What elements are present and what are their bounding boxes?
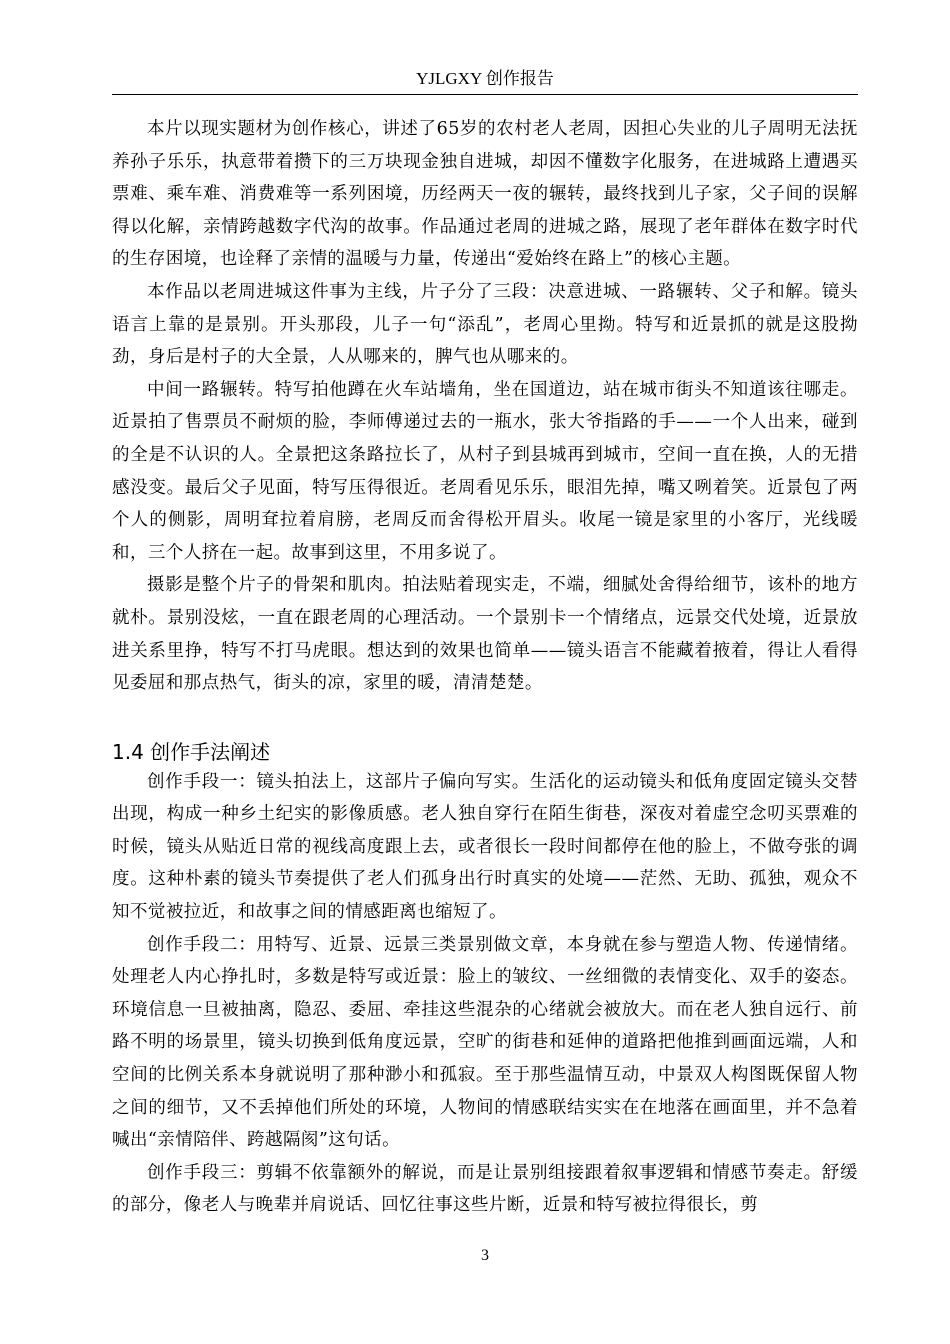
paragraph-technique-one: 创作手段一：镜头拍法上，这部片子偏向写实。生活化的运动镜头和低角度固定镜头交替出现，构成一种乡土纪实的影像质感。老人独自穿行在陌生街巷，深夜对着虚空念叨买票难的时候，镜头从贴近日常的视线高度跟上去，或者很长一段时间都停在他的脸上，不做夸张的调度。这种朴素的镜头节奏提供了老人们孤身出行时真实的处境——茫然、无助、孤独，观众不知不觉被拉近，和故事之间的情感距离也缩短了。 xyxy=(112,771,858,923)
page-body xyxy=(112,113,858,1222)
paragraph-cinematography: 摄影是整个片子的骨架和肌肉。拍法贴着现实走，不端，细腻处舍得给细节，该朴的地方就朴。景别没炫，一直在跟老周的心理活动。一个景别卡一个情绪点，远景交代处境，近景放进关系里挣，特写不打马虎眼。想达到的效果也简单——镜头语言不能藏着掖着，得让人看得见委屈和那点热气，街头的凉，家里的暖，清清楚楚。 xyxy=(112,575,858,694)
paragraph-structure: 本作品以老周进城这件事为主线，片子分了三段：决意进城、一路辗转、父子和解。镜头语言上靠的是景别。开头那段，儿子一句“添乱”，老周心里拗。特写和近景抓的就是这股拗劲，身后是村子的大全景，人从哪来的，脾气也从哪来的。 xyxy=(112,281,858,368)
page-number: 3 xyxy=(481,1247,489,1264)
running-header: YJLGXY 创作报告 xyxy=(416,69,554,88)
section-heading: 1.4 创作手法阐述 xyxy=(112,739,271,764)
header-divider xyxy=(112,94,858,95)
paragraph-middle-section: 中间一路辗转。特写拍他蹲在火车站墙角，坐在国道边，站在城市街头不知道该往哪走。近景拍了售票员不耐烦的脸，李师傅递过去的一瓶水，张大爷指路的手——一个人出来，碰到的全是不认识的人。全景把这条路拉长了，从村子到县城再到城市，空间一直在换，人的无措感没变。最后父子见面，特写压得很近。老周看见乐乐，眼泪先掉，嘴又咧着笑。近景包了两个人的侧影，周明耷拉着肩膀，老周反而舍得松开眉头。收尾一镜是家里的小客厅，光线暖和，三个人挤在一起。故事到这里，不用多说了。 xyxy=(112,379,858,563)
paragraph-technique-two: 创作手段二：用特写、近景、远景三类景别做文章，本身就在参与塑造人物、传递情绪。处理老人内心挣扎时，多数是特写或近景：脸上的皱纹、一丝细微的表情变化、双手的姿态。环境信息一旦被抽离，隐忍、委屈、牵挂这些混杂的心绪就会被放大。而在老人独自远行、前路不明的场景里，镜头切换到低角度远景，空旷的街巷和延伸的道路把他推到画面远端，人和空间的比例关系本身就说明了那种渺小和孤寂。至于那些温情互动，中景双人构图既保留人物之间的细节，又不丢掉他们所处的环境，人物间的情感联结实实在在地落在画面里，并不急着喊出“亲情陪伴、跨越隔阂”这句话。 xyxy=(112,934,858,1151)
paragraph-technique-three: 创作手段三：剪辑不依靠额外的解说，而是让景别组接跟着叙事逻辑和情感节奏走。舒缓的部分，像老人与晚辈并肩说话、回忆往事这些片断，近景和特写被拉得很长，剪 xyxy=(112,1162,858,1216)
paragraph-synopsis: 本片以现实题材为创作核心，讲述了65岁的农村老人老周，因担心失业的儿子周明无法抚养孙子乐乐，执意带着攒下的三万块现金独自进城，却因不懂数字化服务，在进城路上遭遇买票难、乘车难、消费难等一系列困境，历经两天一夜的辗转，最终找到儿子家，父子间的误解得以化解，亲情跨越数字代沟的故事。作品通过老周的进城之路，展现了老年群体在数字时代的生存困境，也诠释了亲情的温暖与力量，传递出“爱始终在路上”的核心主题。 xyxy=(112,119,858,270)
